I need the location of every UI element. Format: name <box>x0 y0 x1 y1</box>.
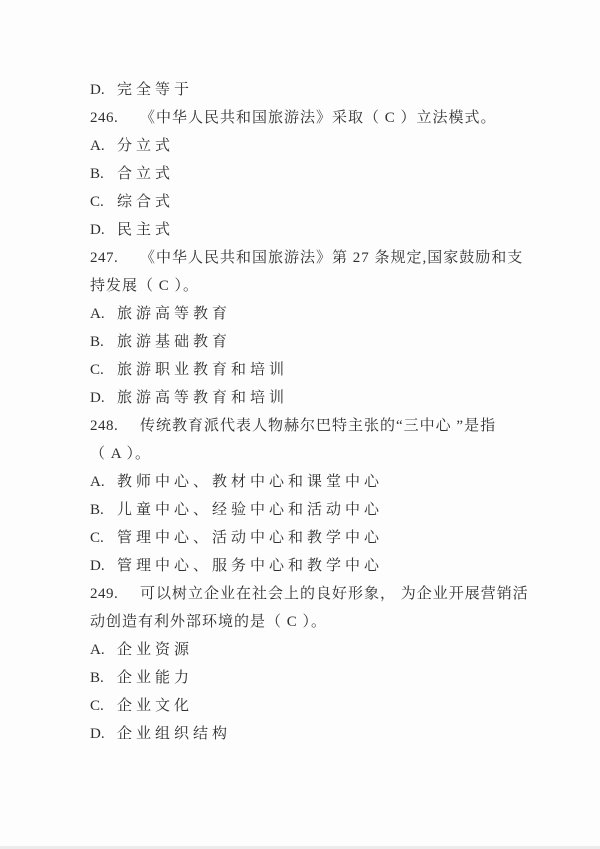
question-248 <box>90 412 530 580</box>
option-text: 分立式 <box>117 138 175 154</box>
option-text: 旅游基础教育 <box>117 334 232 350</box>
option-label: A. <box>90 642 105 658</box>
option-line <box>90 524 530 552</box>
option-text: 旅游高等教育和培训 <box>117 390 289 406</box>
option-label: A. <box>90 306 105 322</box>
option-text: 企业能力 <box>117 670 194 686</box>
question-stem-continuation: 持发展（ C ）。 <box>90 278 200 294</box>
option-label: C. <box>90 530 104 546</box>
option-line <box>90 160 530 188</box>
option-line <box>90 300 530 328</box>
option-line <box>90 468 530 496</box>
option-line <box>90 216 530 244</box>
option-label: A. <box>90 474 105 490</box>
option-text: 完全等于 <box>117 82 194 98</box>
question-stem-continuation: （ A ）。 <box>90 446 152 462</box>
option-label: B. <box>90 670 104 686</box>
question-stem-continuation: 动创造有利外部环境的是（ C ）。 <box>90 614 328 630</box>
option-label: D. <box>90 558 105 574</box>
question-number: 249. <box>90 586 119 602</box>
option-line <box>90 664 530 692</box>
option-text: 企业文化 <box>117 698 194 714</box>
question-stem-text: 传统教育派代表人物赫尔巴特主张的“三中心 ”是指 <box>140 418 497 434</box>
question-stem-line <box>90 580 530 608</box>
option-label: D. <box>90 390 105 406</box>
option-text: 企业组织结构 <box>117 726 232 742</box>
exam-text-block <box>90 76 530 748</box>
option-line <box>90 636 530 664</box>
option-label: C. <box>90 194 104 210</box>
option-line <box>90 188 530 216</box>
question-number: 246. <box>90 110 119 126</box>
option-line <box>90 384 530 412</box>
option-label: B. <box>90 502 104 518</box>
option-label: D. <box>90 82 105 98</box>
question-number: 248. <box>90 418 119 434</box>
option-text: 企业资源 <box>117 642 194 658</box>
question-number: 247. <box>90 250 119 266</box>
option-text: 儿童中心、经验中心和活动中心 <box>117 502 384 518</box>
question-stem-line <box>90 244 530 272</box>
option-text: 综合式 <box>117 194 175 210</box>
option-label: D. <box>90 222 105 238</box>
option-label: C. <box>90 698 104 714</box>
option-label: C. <box>90 362 104 378</box>
option-text: 管理中心、活动中心和教学中心 <box>117 530 384 546</box>
option-label: A. <box>90 138 105 154</box>
question-247 <box>90 244 530 412</box>
option-text: 管理中心、服务中心和教学中心 <box>117 558 384 574</box>
option-line <box>90 552 530 580</box>
option-text: 合立式 <box>117 166 175 182</box>
option-line <box>90 356 530 384</box>
option-line <box>90 328 530 356</box>
option-line <box>90 76 530 104</box>
option-line <box>90 692 530 720</box>
question-stem-line <box>90 104 530 132</box>
option-label: B. <box>90 166 104 182</box>
option-text: 旅游职业教育和培训 <box>117 362 289 378</box>
option-label: D. <box>90 726 105 742</box>
question-stem-text: 《中华人民共和国旅游法》第 27 条规定,国家鼓励和支 <box>140 250 524 266</box>
question-stem-text: 《中华人民共和国旅游法》采取（ C ）立法模式。 <box>140 110 497 126</box>
question-246 <box>90 104 530 244</box>
option-line <box>90 720 530 748</box>
option-line <box>90 496 530 524</box>
option-text: 教师中心、教材中心和课堂中心 <box>117 474 384 490</box>
question-stem-text: 可以树立企业在社会上的良好形象， 为企业开展营销活 <box>140 586 529 602</box>
option-label: B. <box>90 334 104 350</box>
question-stem-line <box>90 412 530 440</box>
option-text: 民主式 <box>117 222 175 238</box>
question-249 <box>90 580 530 748</box>
option-text: 旅游高等教育 <box>117 306 232 322</box>
option-line <box>90 132 530 160</box>
